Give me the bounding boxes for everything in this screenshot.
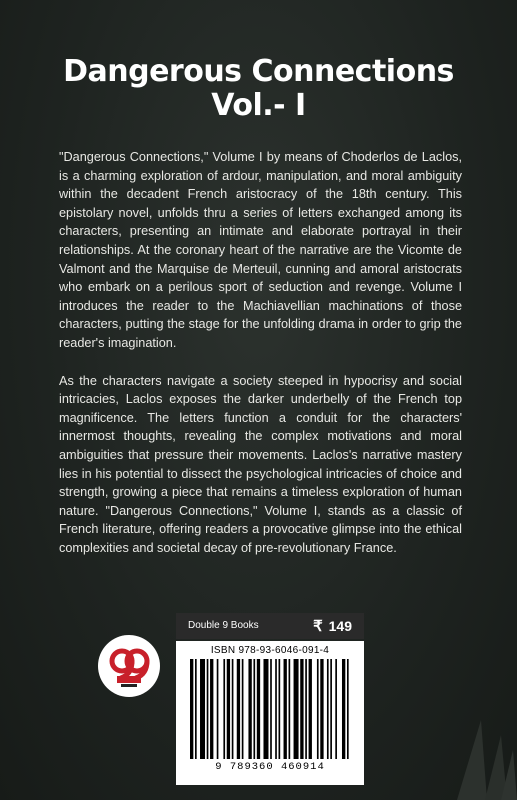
- barcode-bar: [309, 659, 312, 759]
- barcode-bar: [342, 659, 345, 759]
- barcode-bar: [335, 659, 337, 759]
- barcode-bar: [242, 659, 244, 759]
- barcode-bar: [275, 659, 277, 759]
- rupee-symbol: ₹: [313, 618, 323, 635]
- barcode-bar: [237, 659, 240, 759]
- isbn-text: ISBN 978-93-6046-091-4: [210, 645, 330, 656]
- barcode-bar: [327, 659, 329, 759]
- barcode-bar: [305, 659, 307, 759]
- barcode-bar: [300, 659, 303, 759]
- barcode-bar: [207, 659, 209, 759]
- title-line-1: Dangerous Connections: [63, 54, 454, 89]
- barcode-bar: [253, 659, 255, 759]
- book-title: [0, 55, 517, 123]
- blurb-paragraph-1: "Dangerous Connections," Volume I by means of Choderlos de Laclos, is a charming exploration of ardour, manipulation, and moral ambiguity within the decadent French aristocracy of the 18th century. This epistolary novel, unfolds thru a series of letters exchanged among its characters, presenting an intimate and elaborate portrayal in their relationships. At the coronary heart of the narrative are the Vicomte de Valmont and the Marquise de Merteuil, cunning and amoral aristocrats who embark on a perilous sport of seduction and revenge. Volume I introduces the reader to the Machiavellian machinations of those characters, putting the stage for the unfolding drama in order to grip the reader's imagination.: [59, 150, 462, 350]
- barcode-bar: [263, 659, 268, 759]
- decorative-stripes: [437, 640, 517, 800]
- barcode-bar: [317, 659, 319, 759]
- barcode-bar: [284, 659, 287, 759]
- barcode-bar: [279, 659, 281, 759]
- title-line-2: Vol.- I: [211, 88, 306, 123]
- barcode-bar: [270, 659, 272, 759]
- barcode-bar: [210, 659, 213, 759]
- barcode-bar: [320, 659, 323, 759]
- barcode-bar: [248, 659, 251, 759]
- barcode-bar: [257, 659, 260, 759]
- barcode-bar: [330, 659, 332, 759]
- barcode-bar: [294, 659, 299, 759]
- barcode-bar: [232, 659, 234, 759]
- barcode-bar: [200, 659, 205, 759]
- barcode-bar: [190, 659, 193, 759]
- price-label: [313, 617, 352, 635]
- barcode-bar: [217, 659, 219, 759]
- publisher-name: Double 9 Books: [188, 620, 259, 631]
- publisher-logo-icon: [98, 635, 160, 697]
- barcode-bar: [347, 659, 349, 759]
- barcode-bar: [223, 659, 225, 759]
- barcode-bar: [289, 659, 291, 759]
- barcode-area: [176, 641, 364, 785]
- barcode-bar: [195, 659, 197, 759]
- price-strip: [176, 613, 364, 639]
- barcode-bar: [227, 659, 230, 759]
- ean-digits: 9 789360 460914: [215, 761, 325, 773]
- book-blurb: [59, 148, 462, 576]
- price-amount: 149: [328, 618, 352, 634]
- barcode-box: [176, 613, 364, 785]
- blurb-paragraph-2: As the characters navigate a society steeped in hypocrisy and social intricacies, Laclos exposes the darker underbelly of the French top magnificence. The letters function a conduit for the characters' innermost thoughts, revealing the complex motivations and moral ambiguities that pressure their movements. Laclos's narrative mastery lies in his potential to dissect the psychological intricacies of choice and strength, growing a piece that remains a timeless exploration of human nature. "Dangerous Connections," Volume I, stands as a classic of French literature, offering readers a provocative glimpse into the ethical complexities and societal decay of pre-revolutionary France.: [59, 373, 462, 555]
- barcode-bars: [190, 659, 352, 759]
